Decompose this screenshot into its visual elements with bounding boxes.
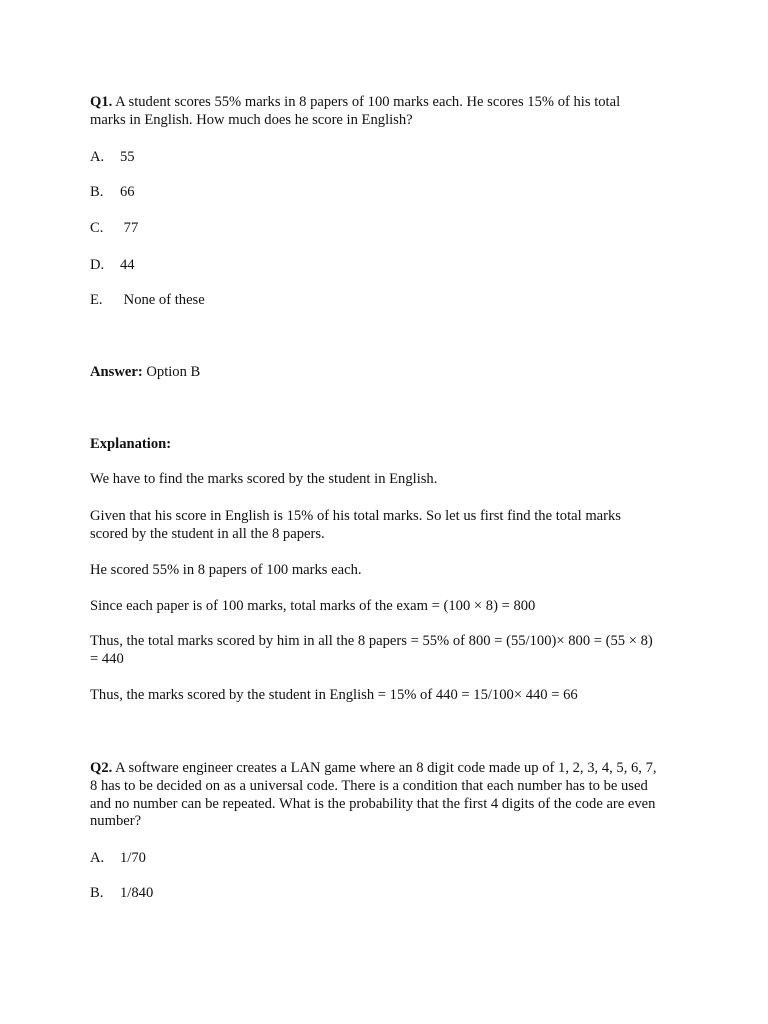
- answer-label: Answer:: [90, 364, 143, 380]
- q1-answer: [90, 363, 200, 381]
- option-value: 55: [120, 149, 135, 165]
- q2-label: Q2.: [90, 760, 113, 776]
- explanation-line-4: He scored 55% in 8 papers of 100 marks each.: [90, 562, 362, 578]
- explanation-line-1: We have to find the marks scored by the student in English.: [90, 471, 438, 487]
- answer-value: Option B: [142, 364, 201, 380]
- q1-explanation-heading: [90, 435, 171, 453]
- option-letter: E.: [90, 292, 103, 308]
- explanation-line-2: Given that his score in English is 15% of his total marks. So let us first find the total marks: [90, 508, 621, 524]
- option-value: 44: [120, 257, 135, 273]
- q1-option-c: [90, 219, 138, 237]
- option-letter: B.: [90, 885, 104, 901]
- option-letter: A.: [90, 149, 105, 165]
- option-letter: C.: [90, 220, 104, 236]
- q1-label: Q1.: [90, 94, 113, 110]
- option-value: None of these: [120, 292, 205, 308]
- option-letter: B.: [90, 184, 104, 200]
- option-value: 66: [120, 184, 135, 200]
- option-value: 77: [120, 220, 139, 236]
- explanation-label: Explanation:: [90, 436, 172, 452]
- q1-option-e: [90, 291, 205, 309]
- explanation-line-7: = 440: [90, 651, 124, 667]
- explanation-line-8: Thus, the marks scored by the student in English = 15% of 440 = 15/100× 440 = 66: [90, 687, 578, 703]
- explanation-line-6: Thus, the total marks scored by him in all the 8 papers = 55% of 800 = (55/100)× 800 = (55 × 8): [90, 633, 653, 649]
- q1-question-line-1: [90, 93, 620, 111]
- option-value: 1/840: [120, 885, 154, 901]
- q2-option-b: [90, 884, 153, 902]
- q2-question-line-3: and no number can be repeated. What is the probability that the first 4 digits of the code are even: [90, 796, 656, 812]
- q1-option-d: [90, 256, 135, 274]
- q1-question-line-2: marks in English. How much does he score in English?: [90, 112, 413, 128]
- q1-text-1: A student scores 55% marks in 8 papers of 100 marks each. He scores 15% of his total: [112, 94, 621, 110]
- explanation-line-5: Since each paper is of 100 marks, total marks of the exam = (100 × 8) = 800: [90, 598, 536, 614]
- q2-question-line-1: [90, 759, 657, 777]
- option-letter: D.: [90, 257, 105, 273]
- q1-option-b: [90, 183, 135, 201]
- q2-option-a: [90, 849, 146, 867]
- q1-option-a: [90, 148, 135, 166]
- option-letter: A.: [90, 850, 105, 866]
- q2-text-1: A software engineer creates a LAN game where an 8 digit code made up of 1, 2, 3, 4, 5, 6, 7,: [112, 760, 657, 776]
- q2-question-line-2: 8 has to be decided on as a universal code. There is a condition that each number has to be used: [90, 778, 648, 794]
- explanation-line-3: scored by the student in all the 8 papers.: [90, 526, 325, 542]
- option-value: 1/70: [120, 850, 146, 866]
- q2-question-line-4: number?: [90, 813, 142, 829]
